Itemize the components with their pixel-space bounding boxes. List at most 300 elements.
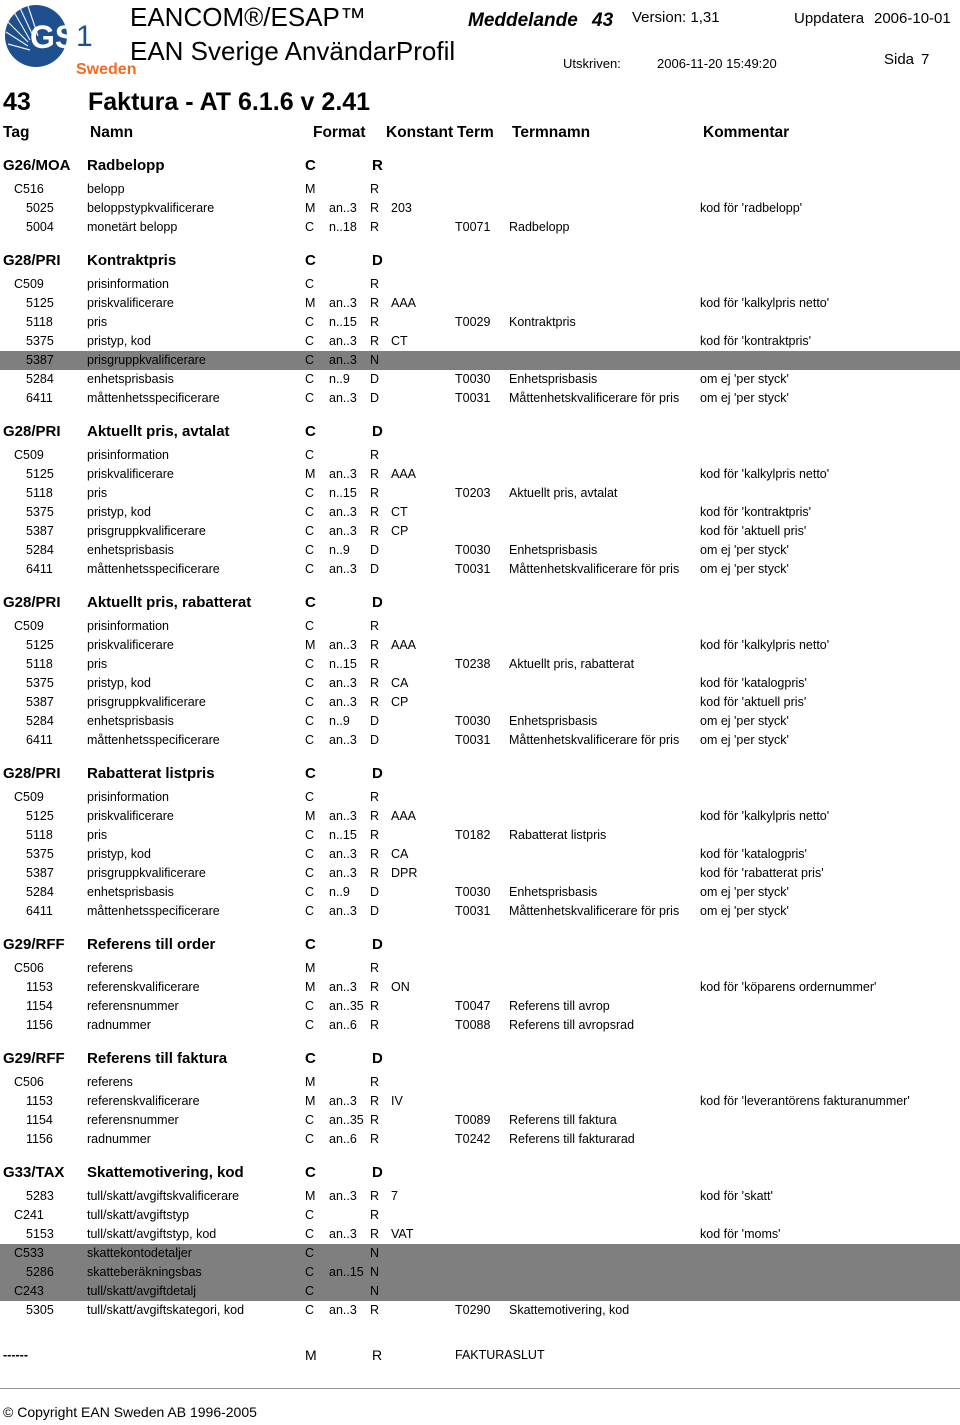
document-number: 43: [3, 88, 31, 116]
segment-element-row: [0, 1130, 960, 1149]
segment-element-row: [0, 275, 960, 294]
segment-element-row: [0, 807, 960, 826]
element-name: prisinformation: [87, 619, 169, 633]
element-format: an..3: [329, 201, 357, 215]
element-status: C: [305, 505, 315, 519]
element-requirement: R: [370, 1132, 380, 1146]
group-name: Radbelopp: [87, 157, 165, 174]
element-status: C: [305, 733, 315, 747]
segment-element-row: [0, 826, 960, 845]
segment-element-row: [0, 864, 960, 883]
element-status: C: [305, 1265, 315, 1279]
element-status: C: [305, 524, 315, 538]
element-format: an..3: [329, 847, 357, 861]
segment-group-header: [0, 756, 960, 788]
element-status: C: [305, 334, 315, 348]
element-name: referenskvalificerare: [87, 980, 200, 994]
element-name: pris: [87, 315, 108, 329]
element-status: C: [305, 1208, 315, 1222]
group-status: C: [305, 423, 316, 440]
element-tag: C509: [14, 448, 44, 462]
group-tag: G33/TAX: [3, 1164, 65, 1181]
element-comment: kod för 'aktuell pris': [700, 695, 807, 709]
element-format: an..3: [329, 1094, 357, 1108]
segment-group-header: [0, 1155, 960, 1187]
segment-element-row: [0, 1073, 960, 1092]
element-term: T0031: [455, 733, 491, 747]
element-name: pris: [87, 657, 108, 671]
element-requirement: R: [370, 277, 380, 291]
segment-element-row: [0, 1282, 960, 1301]
segment-element-row: [0, 1187, 960, 1206]
element-format: n..18: [329, 220, 357, 234]
end-row: [0, 1346, 960, 1365]
element-name: radnummer: [87, 1132, 151, 1146]
element-requirement: R: [370, 866, 380, 880]
column-header-konstant: Konstant: [386, 124, 454, 141]
element-name: referens: [87, 1075, 133, 1089]
element-status: C: [305, 790, 315, 804]
element-constant: CA: [391, 847, 409, 861]
element-format: an..3: [329, 1227, 357, 1241]
element-comment: om ej 'per styck': [700, 885, 789, 899]
element-term-name: Enhetsprisbasis: [509, 543, 598, 557]
element-term-name: Enhetsprisbasis: [509, 372, 598, 386]
element-name: tull/skatt/avgiftstyp, kod: [87, 1227, 217, 1241]
segment-element-row: [0, 199, 960, 218]
end-row-tag: ------: [3, 1348, 28, 1362]
element-tag: 5375: [26, 334, 54, 348]
element-status: M: [305, 467, 316, 481]
element-tag: 1153: [26, 980, 53, 994]
group-tag: G28/PRI: [3, 594, 61, 611]
element-tag: 5284: [26, 714, 54, 728]
element-tag: 5118: [26, 315, 53, 329]
element-name: tull/skatt/avgiftdetalj: [87, 1284, 197, 1298]
element-requirement: R: [370, 201, 380, 215]
segment-element-row: [0, 332, 960, 351]
segment-element-row: [0, 883, 960, 902]
element-format: n..15: [329, 315, 357, 329]
element-tag: 5387: [26, 353, 54, 367]
column-header-kommentar: Kommentar: [703, 124, 790, 141]
group-name: Aktuellt pris, avtalat: [87, 423, 230, 440]
element-tag: 5284: [26, 372, 54, 386]
element-name: prisgruppkvalificerare: [87, 524, 206, 538]
element-term-name: Aktuellt pris, rabatterat: [509, 657, 635, 671]
element-comment: om ej 'per styck': [700, 733, 789, 747]
element-comment: om ej 'per styck': [700, 372, 789, 386]
element-name: enhetsprisbasis: [87, 714, 174, 728]
meddelande-label: Meddelande: [468, 10, 578, 31]
element-requirement: D: [370, 904, 380, 918]
element-tag: C509: [14, 790, 44, 804]
element-status: C: [305, 353, 315, 367]
element-status: M: [305, 1075, 316, 1089]
segment-element-row: [0, 541, 960, 560]
element-term-name: Skattemotivering, kod: [509, 1303, 630, 1317]
segment-table: [0, 148, 960, 1326]
svg-text:GS: GS: [30, 19, 77, 55]
element-format: n..15: [329, 828, 357, 842]
element-requirement: D: [370, 372, 380, 386]
element-tag: 5283: [26, 1189, 54, 1203]
element-tag: 1156: [26, 1132, 53, 1146]
segment-element-row: [0, 636, 960, 655]
element-requirement: R: [370, 695, 380, 709]
segment-element-row: [0, 180, 960, 199]
element-requirement: R: [370, 1189, 380, 1203]
group-repetition: D: [372, 423, 383, 440]
element-tag: C241: [14, 1208, 44, 1222]
element-name: tull/skatt/avgiftskvalificerare: [87, 1189, 240, 1203]
gs1-sweden-logo: [0, 0, 137, 78]
group-repetition: D: [372, 1050, 383, 1067]
element-term: T0031: [455, 904, 491, 918]
segment-element-row: [0, 1016, 960, 1035]
element-comment: kod för 'kalkylpris netto': [700, 809, 830, 823]
element-term: T0242: [455, 1132, 491, 1146]
element-name: beloppstypkvalificerare: [87, 201, 215, 215]
element-format: an..3: [329, 334, 357, 348]
element-comment: kod för 'köparens ordernummer': [700, 980, 877, 994]
segment-element-row: [0, 655, 960, 674]
segment-group-header: [0, 1041, 960, 1073]
element-term-name: Referens till avrop: [509, 999, 610, 1013]
element-requirement: D: [370, 391, 380, 405]
segment-element-row: [0, 693, 960, 712]
element-requirement: R: [370, 961, 380, 975]
element-term: T0030: [455, 714, 491, 728]
element-tag: C506: [14, 1075, 44, 1089]
element-status: C: [305, 885, 315, 899]
element-name: pristyp, kod: [87, 847, 151, 861]
element-constant: CT: [391, 505, 408, 519]
element-tag: 1153: [26, 1094, 53, 1108]
element-format: an..3: [329, 676, 357, 690]
element-status: C: [305, 315, 315, 329]
element-tag: 1154: [26, 999, 53, 1013]
element-format: an..3: [329, 733, 357, 747]
element-requirement: R: [370, 486, 380, 500]
element-tag: 5118: [26, 486, 53, 500]
utskriven-value: 2006-11-20 15:49:20: [657, 56, 777, 71]
element-name: referens: [87, 961, 133, 975]
element-status: C: [305, 562, 315, 576]
segment-element-row: [0, 1092, 960, 1111]
element-status: C: [305, 657, 315, 671]
element-status: C: [305, 448, 315, 462]
element-status: M: [305, 1189, 316, 1203]
end-row-status: M: [305, 1347, 317, 1363]
element-term-name: Radbelopp: [509, 220, 570, 234]
segment-element-row: [0, 788, 960, 807]
segment-element-row: [0, 1111, 960, 1130]
element-tag: 5387: [26, 695, 54, 709]
element-name: tull/skatt/avgiftskategori, kod: [87, 1303, 245, 1317]
segment-element-row: [0, 218, 960, 237]
element-status: C: [305, 220, 315, 234]
element-tag: 6411: [26, 904, 53, 918]
element-status: M: [305, 182, 316, 196]
element-tag: 1156: [26, 1018, 53, 1032]
group-name: Rabatterat listpris: [87, 765, 215, 782]
footer-divider: [0, 1388, 960, 1389]
segment-element-row: [0, 1263, 960, 1282]
element-tag: 5284: [26, 885, 54, 899]
element-requirement: R: [370, 676, 380, 690]
element-constant: AAA: [391, 809, 417, 823]
element-requirement: R: [370, 524, 380, 538]
element-requirement: R: [370, 1227, 380, 1241]
element-format: an..3: [329, 1303, 357, 1317]
segment-group-header: [0, 927, 960, 959]
element-tag: 5004: [26, 220, 54, 234]
element-term: T0029: [455, 315, 491, 329]
element-term: T0030: [455, 885, 491, 899]
element-tag: 5286: [26, 1265, 54, 1279]
element-name: prisinformation: [87, 448, 169, 462]
uppdatera-date: 2006-10-01: [874, 10, 951, 27]
element-tag: C509: [14, 277, 44, 291]
element-name: priskvalificerare: [87, 638, 174, 652]
element-status: M: [305, 809, 316, 823]
element-requirement: N: [370, 1246, 380, 1260]
element-requirement: R: [370, 1094, 380, 1108]
element-constant: AAA: [391, 296, 417, 310]
segment-element-row: [0, 674, 960, 693]
element-comment: kod för 'skatt': [700, 1189, 773, 1203]
element-comment: kod för 'radbelopp': [700, 201, 803, 215]
element-name: prisgruppkvalificerare: [87, 353, 206, 367]
element-requirement: D: [370, 733, 380, 747]
element-name: måttenhetsspecificerare: [87, 733, 220, 747]
element-status: C: [305, 486, 315, 500]
element-requirement: R: [370, 980, 380, 994]
element-requirement: D: [370, 714, 380, 728]
element-format: n..15: [329, 486, 357, 500]
element-format: n..9: [329, 372, 350, 386]
element-status: C: [305, 695, 315, 709]
element-requirement: R: [370, 619, 380, 633]
element-tag: C509: [14, 619, 44, 633]
element-status: C: [305, 391, 315, 405]
element-status: C: [305, 1018, 315, 1032]
element-tag: 6411: [26, 733, 53, 747]
element-term: T0238: [455, 657, 491, 671]
element-name: pristyp, kod: [87, 676, 151, 690]
element-tag: 5375: [26, 847, 54, 861]
uppdatera-label: Uppdatera: [794, 10, 865, 27]
element-tag: 5284: [26, 543, 54, 557]
element-tag: C533: [14, 1246, 44, 1260]
element-constant: AAA: [391, 467, 417, 481]
element-format: an..3: [329, 866, 357, 880]
segment-element-row: [0, 845, 960, 864]
svg-text:Sweden: Sweden: [76, 61, 137, 78]
segment-element-row: [0, 370, 960, 389]
copyright-text: © Copyright EAN Sweden AB 1996-2005: [3, 1404, 257, 1420]
element-requirement: R: [370, 220, 380, 234]
element-tag: 6411: [26, 562, 53, 576]
element-format: an..3: [329, 505, 357, 519]
element-name: skatteberäkningsbas: [87, 1265, 202, 1279]
element-name: pris: [87, 486, 108, 500]
end-row-requirement: R: [372, 1347, 383, 1363]
element-format: an..3: [329, 524, 357, 538]
element-term-name: Måttenhetskvalificerare för pris: [509, 391, 680, 405]
group-tag: G29/RFF: [3, 936, 65, 953]
element-format: an..3: [329, 391, 357, 405]
element-status: M: [305, 638, 316, 652]
element-comment: kod för 'rabatterat pris': [700, 866, 824, 880]
element-requirement: R: [370, 638, 380, 652]
element-requirement: R: [370, 505, 380, 519]
element-term-name: Referens till avropsrad: [509, 1018, 635, 1032]
element-term-name: Referens till faktura: [509, 1113, 617, 1127]
element-status: C: [305, 1303, 315, 1317]
element-comment: kod för 'katalogpris': [700, 676, 807, 690]
element-comment: kod för 'kalkylpris netto': [700, 296, 830, 310]
element-status: C: [305, 866, 315, 880]
element-term-name: Måttenhetskvalificerare för pris: [509, 904, 680, 918]
element-tag: 5375: [26, 505, 54, 519]
element-status: C: [305, 904, 315, 918]
element-name: radnummer: [87, 1018, 151, 1032]
element-term: T0089: [455, 1113, 491, 1127]
element-name: tull/skatt/avgiftstyp: [87, 1208, 190, 1222]
element-name: pristyp, kod: [87, 505, 151, 519]
element-tag: 5125: [26, 809, 54, 823]
element-constant: DPR: [391, 866, 418, 880]
element-comment: kod för 'aktuell pris': [700, 524, 807, 538]
element-comment: kod för 'kontraktpris': [700, 505, 812, 519]
element-tag: C506: [14, 961, 44, 975]
group-name: Kontraktpris: [87, 252, 177, 269]
group-status: C: [305, 252, 316, 269]
element-term: T0203: [455, 486, 491, 500]
element-comment: kod för 'leverantörens fakturanummer': [700, 1094, 910, 1108]
element-name: måttenhetsspecificerare: [87, 391, 220, 405]
element-format: an..15: [329, 1265, 364, 1279]
element-term-name: Kontraktpris: [509, 315, 576, 329]
element-term-name: Aktuellt pris, avtalat: [509, 486, 618, 500]
element-requirement: R: [370, 847, 380, 861]
element-requirement: R: [370, 790, 380, 804]
element-constant: CA: [391, 676, 409, 690]
group-tag: G29/RFF: [3, 1050, 65, 1067]
segment-group-header: [0, 243, 960, 275]
element-status: C: [305, 828, 315, 842]
group-status: C: [305, 765, 316, 782]
sida-value: 7: [921, 51, 930, 68]
element-comment: kod för 'kontraktpris': [700, 334, 812, 348]
element-tag: 5125: [26, 296, 54, 310]
group-repetition: D: [372, 252, 383, 269]
document-name: Faktura - AT 6.1.6 v 2.41: [88, 88, 371, 116]
group-tag: G28/PRI: [3, 423, 61, 440]
element-format: an..35: [329, 1113, 364, 1127]
element-status: C: [305, 1284, 315, 1298]
group-name: Referens till faktura: [87, 1050, 228, 1067]
element-format: an..6: [329, 1132, 357, 1146]
element-requirement: R: [370, 828, 380, 842]
element-requirement: D: [370, 543, 380, 557]
group-tag: G28/PRI: [3, 252, 61, 269]
page-footer: [0, 1388, 960, 1425]
segment-element-row: [0, 959, 960, 978]
meddelande-number: 43: [592, 10, 614, 31]
element-format: an..3: [329, 353, 357, 367]
element-requirement: R: [370, 1018, 380, 1032]
segment-element-row: [0, 522, 960, 541]
segment-group-header: [0, 585, 960, 617]
segment-element-row: [0, 731, 960, 750]
element-status: C: [305, 1246, 315, 1260]
element-constant: CT: [391, 334, 408, 348]
element-comment: kod för 'moms': [700, 1227, 781, 1241]
element-term: T0182: [455, 828, 491, 842]
element-term: T0031: [455, 562, 491, 576]
element-constant: AAA: [391, 638, 417, 652]
element-term: T0047: [455, 999, 491, 1013]
element-comment: om ej 'per styck': [700, 391, 789, 405]
element-name: pris: [87, 828, 108, 842]
element-status: C: [305, 999, 315, 1013]
group-status: C: [305, 1050, 316, 1067]
group-status: C: [305, 936, 316, 953]
column-header-term: Term: [457, 124, 494, 141]
element-name: måttenhetsspecificerare: [87, 904, 220, 918]
group-repetition: D: [372, 765, 383, 782]
header-title-line1: EANCOM®/ESAP™: [130, 2, 366, 32]
group-name: Skattemotivering, kod: [87, 1164, 244, 1181]
element-requirement: N: [370, 1284, 380, 1298]
header-title-line2: EAN Sverige AnvändarProfil: [130, 36, 456, 66]
element-format: an..3: [329, 904, 357, 918]
column-header-namn: Namn: [90, 124, 134, 141]
element-tag: 5025: [26, 201, 54, 215]
element-name: priskvalificerare: [87, 467, 174, 481]
element-term: T0030: [455, 372, 491, 386]
element-requirement: R: [370, 1113, 380, 1127]
element-constant: VAT: [391, 1227, 414, 1241]
element-tag: 5118: [26, 828, 53, 842]
element-name: måttenhetsspecificerare: [87, 562, 220, 576]
element-tag: 5375: [26, 676, 54, 690]
element-status: C: [305, 1132, 315, 1146]
element-name: referensnummer: [87, 999, 179, 1013]
svg-text:1: 1: [76, 20, 93, 53]
element-format: an..3: [329, 467, 357, 481]
element-name: referensnummer: [87, 1113, 179, 1127]
element-requirement: R: [370, 1208, 380, 1222]
element-requirement: R: [370, 448, 380, 462]
element-format: an..3: [329, 296, 357, 310]
element-tag: 1154: [26, 1113, 53, 1127]
element-constant: CP: [391, 524, 409, 538]
segment-element-row: [0, 465, 960, 484]
element-tag: 5153: [26, 1227, 54, 1241]
element-term-name: Rabatterat listpris: [509, 828, 607, 842]
element-tag: 5305: [26, 1303, 54, 1317]
utskriven-label: Utskriven:: [563, 56, 621, 71]
element-format: n..9: [329, 543, 350, 557]
element-name: enhetsprisbasis: [87, 543, 174, 557]
element-status: M: [305, 961, 316, 975]
element-comment: om ej 'per styck': [700, 562, 789, 576]
element-name: pristyp, kod: [87, 334, 151, 348]
